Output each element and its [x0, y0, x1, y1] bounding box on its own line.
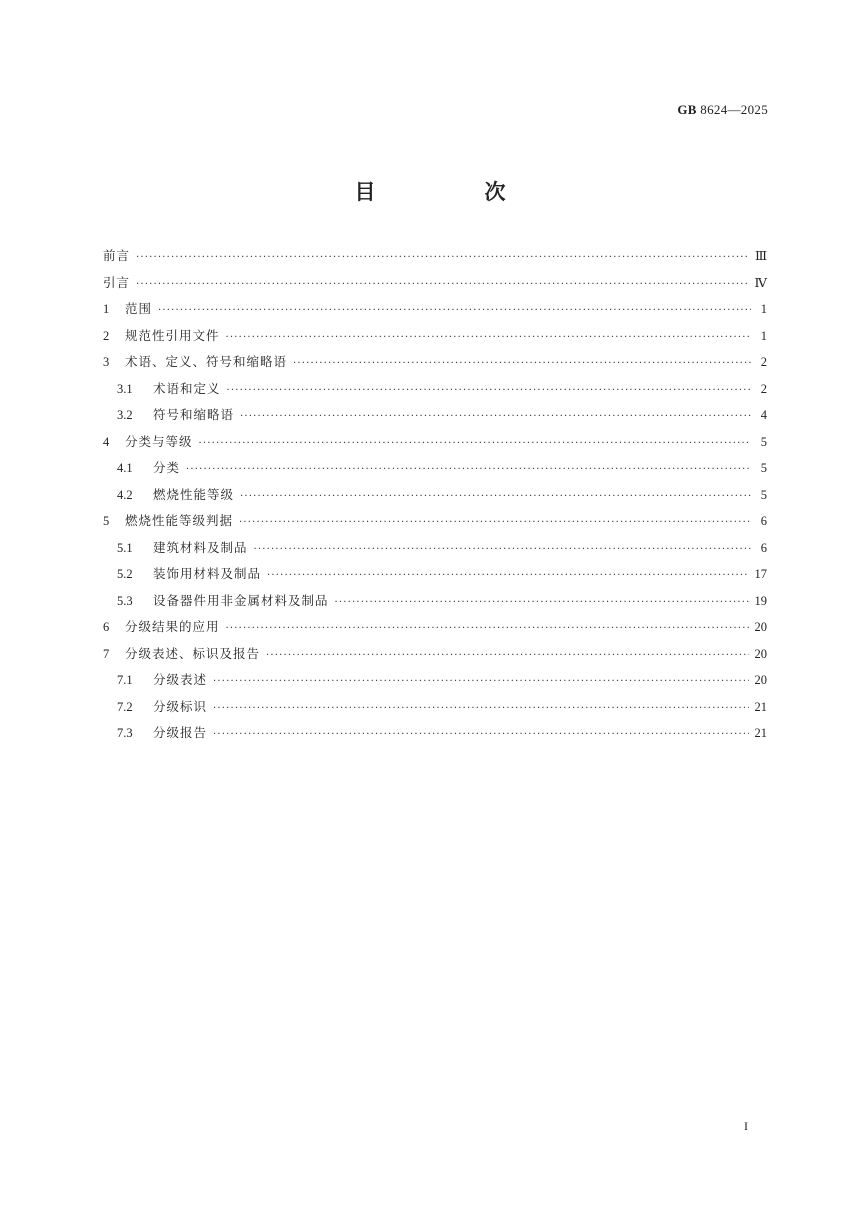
- toc-entry-label: 设备器件用非金属材料及制品: [153, 592, 329, 608]
- toc-entry-label: 分类: [153, 460, 181, 475]
- toc-entry-page: 5: [760, 461, 767, 475]
- toc-entry[interactable]: [103, 535, 767, 562]
- toc-title: 目 次: [354, 180, 550, 204]
- toc-entry-label: 燃烧性能等级: [153, 486, 235, 502]
- toc-entry[interactable]: [103, 667, 767, 694]
- toc-dot-leader: [213, 669, 748, 696]
- toc-entry-number: 5.3: [117, 593, 133, 608]
- toc-entry-page: 1: [760, 302, 767, 316]
- toc-entry-label: 前言: [103, 248, 131, 263]
- table-of-contents: [103, 243, 767, 747]
- toc-entry-number: 4.2: [117, 487, 133, 502]
- toc-entry[interactable]: [103, 588, 767, 615]
- toc-dot-leader: [226, 616, 749, 643]
- toc-dot-leader: [254, 537, 751, 564]
- toc-entry-number: 4: [103, 434, 110, 449]
- toc-entry-label: 燃烧性能等级判据: [125, 513, 234, 528]
- toc-entry-label: 分级报告: [153, 725, 208, 740]
- toc-entry-number: 1: [103, 302, 110, 316]
- toc-entry[interactable]: [103, 482, 767, 509]
- toc-entry-number: 7.1: [117, 673, 133, 687]
- toc-entry-number: 7: [103, 646, 110, 661]
- toc-dot-leader: [240, 404, 751, 431]
- toc-dot-leader: [227, 378, 751, 405]
- toc-entry-page: 5: [760, 434, 767, 449]
- toc-entry-page: Ⅳ: [754, 275, 767, 290]
- toc-dot-leader: [240, 484, 751, 511]
- toc-entry-page: 21: [754, 726, 767, 740]
- toc-entry-label: 建筑材料及制品: [153, 539, 248, 555]
- toc-entry-page: 5: [760, 487, 767, 502]
- toc-dot-leader: [293, 351, 751, 378]
- toc-dot-leader: [213, 696, 748, 723]
- toc-dot-leader: [267, 563, 748, 590]
- toc-entry-label: 分级结果的应用: [125, 619, 220, 634]
- toc-entry-label: 分级表述: [153, 672, 208, 687]
- toc-entry-number: 3: [103, 355, 110, 369]
- toc-entry[interactable]: [103, 641, 767, 668]
- toc-entry-number: 5.2: [117, 567, 133, 581]
- toc-entry-label: 术语和定义: [153, 380, 221, 396]
- toc-entry-number: 5: [103, 514, 110, 528]
- toc-entry[interactable]: [103, 614, 767, 641]
- toc-entry-page: 6: [760, 540, 767, 555]
- toc-entry-page: 17: [754, 567, 767, 581]
- toc-entry[interactable]: [103, 243, 767, 270]
- toc-entry-label: 分级标识: [153, 698, 208, 714]
- toc-entry-label: 范围: [125, 301, 153, 316]
- toc-entry[interactable]: [103, 455, 767, 482]
- toc-entry-label: 符号和缩略语: [153, 407, 235, 422]
- toc-entry[interactable]: [103, 349, 767, 376]
- toc-entry-label: 装饰用材料及制品: [153, 566, 262, 581]
- toc-entry-label: 规范性引用文件: [125, 327, 220, 343]
- standard-number: [677, 102, 768, 118]
- toc-entry[interactable]: [103, 720, 767, 747]
- toc-dot-leader: [199, 431, 751, 458]
- toc-dot-leader: [266, 643, 748, 670]
- toc-entry[interactable]: [103, 296, 767, 323]
- toc-entry-number: 3.2: [117, 408, 133, 422]
- toc-entry-label: 分级表述、标识及报告: [125, 645, 261, 661]
- standard-prefix: GB: [677, 102, 697, 117]
- toc-entry-number: 7.2: [117, 699, 133, 714]
- toc-dot-leader: [136, 245, 749, 272]
- toc-dot-leader: [136, 272, 748, 299]
- toc-entry[interactable]: [103, 323, 767, 350]
- toc-entry-page: 4: [760, 408, 767, 422]
- toc-entry-number: 6: [103, 620, 110, 634]
- toc-dot-leader: [335, 590, 749, 617]
- toc-entry-page: 6: [760, 514, 767, 528]
- toc-entry-number: 7.3: [117, 726, 133, 740]
- toc-dot-leader: [213, 722, 748, 749]
- toc-entry-page: 2: [760, 355, 767, 369]
- toc-entry[interactable]: [103, 694, 767, 721]
- toc-entry-label: 分类与等级: [125, 433, 193, 449]
- page-number: I: [744, 1119, 748, 1133]
- toc-entry-label: 术语、定义、符号和缩略语: [125, 354, 288, 369]
- toc-entry[interactable]: [103, 429, 767, 456]
- standard-code: 8624—2025: [700, 102, 768, 117]
- toc-entry-number: 3.1: [117, 381, 133, 396]
- toc-entry-number: 4.1: [117, 461, 133, 475]
- toc-entry[interactable]: [103, 270, 767, 297]
- toc-entry-page: 2: [760, 381, 767, 396]
- toc-entry[interactable]: [103, 376, 767, 403]
- toc-entry-page: 20: [754, 673, 767, 687]
- toc-entry-page: Ⅲ: [754, 249, 767, 263]
- toc-entry-page: 21: [754, 699, 767, 714]
- toc-dot-leader: [239, 510, 751, 537]
- toc-entry-number: 2: [103, 328, 110, 343]
- toc-entry-page: 1: [760, 328, 767, 343]
- toc-entry-page: 20: [754, 646, 767, 661]
- toc-entry[interactable]: [103, 508, 767, 535]
- toc-entry-page: 19: [754, 593, 767, 608]
- toc-entry[interactable]: [103, 561, 767, 588]
- toc-dot-leader: [158, 298, 751, 325]
- toc-entry-page: 20: [754, 620, 767, 634]
- toc-dot-leader: [226, 325, 751, 352]
- toc-entry[interactable]: [103, 402, 767, 429]
- toc-dot-leader: [186, 457, 751, 484]
- toc-entry-number: 5.1: [117, 540, 133, 555]
- toc-entry-label: 引言: [103, 274, 131, 290]
